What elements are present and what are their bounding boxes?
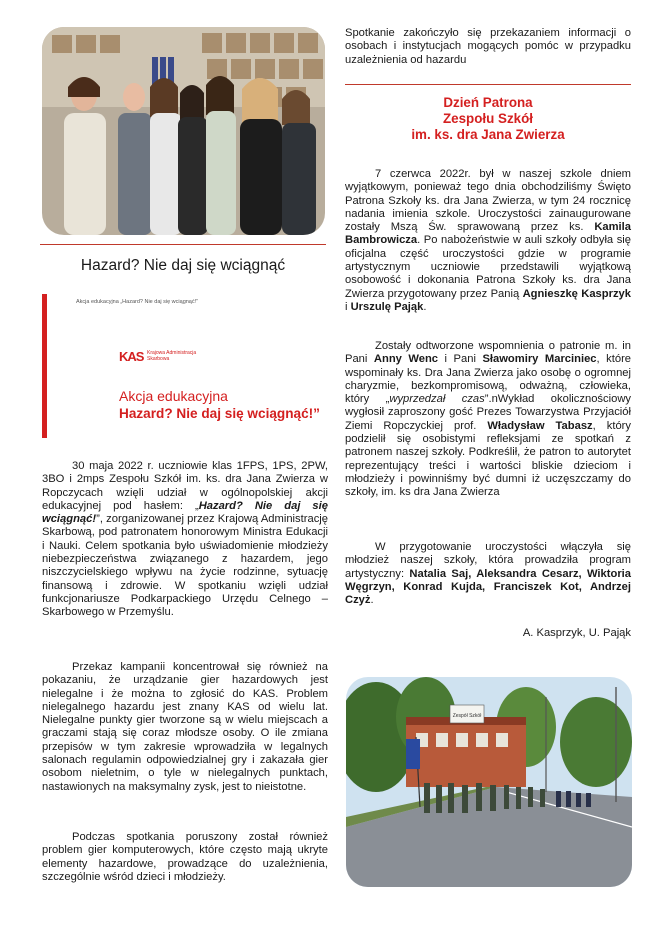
poster-title-line2: Hazard? Nie daj się wciągnąć!” bbox=[119, 406, 320, 421]
hazard-closing-text: Spotkanie zakończyło się przekazaniem informacji o osobach i instytucjach mogących pomóc w przypadku uzależnienia od hazardu bbox=[345, 27, 631, 66]
poster-title-line1: Akcja edukacyjna bbox=[119, 388, 228, 404]
hazard-heading: Hazard? Nie daj się wciągnąć bbox=[80, 257, 286, 274]
campaign-poster bbox=[42, 294, 327, 438]
left-divider bbox=[40, 244, 326, 245]
hazard-paragraph-2: Przekaz kampanii koncentrował się również na pokazaniu, że urządzanie gier hazardowych jest nielegalne i że można to zgłosić do KAS. Problem nielegalnego hazardu jest znany KAS od wielu lat. Nielegalne punkty gier tworzone są w wielu miejscach a graczami stają się coraz młodsze osoby. O ile zmiana przepisów w tym zakresie wprowadziła w legalnych salonach regulamin odpowiedzialnej gry i zakazała gier osobom nieletnim, o tyle w nielegalnych punktach, nastawionych na maksymalny zysk, jest to nieistotne. bbox=[42, 661, 328, 793]
hazard-paragraph-1: 30 maja 2022 r. uczniowie klas 1FPS, 1PS, 2PW, 3BO i 2mps Zespołu Szkół im. ks. dra Jana Zwierza w Ropczycach wzięli udział w ogólnopolskiej akcji edukacyjnej pod hasłem: „Hazard? Nie daj się wciągnąć!”, zorganizowanej przez Krajową Administrację Skarbową, pod patronatem honorowym Ministra Edukacji i Nauki. Celem spotkania było uświadomienie młodzieży niebezpieczeństwa związanego z hazardem, jego niszczycielskiego wpływu na życie rodzinne, sytuację finansową i zdrowie. W spotkaniu wzięli udział funkcjonariusze Podkarpackiego Urzędu Celnego – Skarbowego w Przemyślu. bbox=[42, 460, 328, 619]
hazard-paragraph-3: Podczas spotkania poruszony został również problem gier komputerowych, które często mają ukryte elementy hazardowe, prowadzące do uzależnienia, szczególnie wśród dzieci i młodzieży. bbox=[42, 831, 328, 883]
procession-photo bbox=[346, 677, 632, 887]
poster-org-name bbox=[147, 350, 196, 362]
patron-title-line3: im. ks. dra Jana Zwierza bbox=[411, 127, 565, 142]
poster-caption: Akcja edukacyjna „Hazard? Nie daj się wciągnąć!” bbox=[76, 299, 198, 305]
poster-org-line2: Skarbowa bbox=[147, 356, 170, 362]
right-divider bbox=[345, 84, 631, 85]
patron-paragraph-3: W przygotowanie uroczystości włączyła się młodzież naszej szkoły, która prowadziła program artystyczny: Natalia Saj, Aleksandra Cesarz, Wiktoria Węgrzyn, Konrad Kujda, Franciszek Kot, Andrzej Czyż. bbox=[345, 541, 631, 607]
patron-title-line1: Dzień Patrona bbox=[443, 95, 533, 110]
building-sign-text: Zespół Szkół bbox=[452, 713, 482, 719]
patron-title-line2: Zespołu Szkół bbox=[442, 111, 534, 126]
patron-paragraph-2: Zostały odtworzone wspomnienia o patronie m. in Pani Anny Wenc i Pani Sławomiry Marciniec, które wspominały ks. Dra Jana Zwierza jako osobę o ogromnej charyzmie, bezkompromisową, odważną, człowieka, który „wyprzedzał czas”.nWykład okolicznościowy wygłosił zaproszony gość Prezes Towarzystwa Przyjaciół Ziemi Ropczyckiej prof. Władysław Tabasz, który podzielił się osobistymi refleksjami ze spotkań z patronem naszej szkoły. Podkreślił, że patron to autorytet reprezentujący treści i wartości bliskie dzieciom i młodzieży i powinniśmy być dumni iż uczęszczamy do szkoły, im. ks dra Jana Zwierza bbox=[345, 340, 632, 499]
patron-paragraph-1: 7 czerwca 2022r. był w naszej szkole dniem wyjątkowym, ponieważ tego dnia obchodziliśmy Święto Patrona Szkoły ks. dra Jana Zwierza, w tym 24 rocznicę nadania imienia szkole. Uroczystości zainaugurowane zostały Mszą Św. sprawowaną przez ks. Kamila Bambrowicza. Po nabożeństwie w auli szkoły odbyła się oficjalna część uroczystości gdzie w programie artystycznym uczniowie przedstawili wyjątkową osobowość i dokonania Patrona Szkoły ks. dra Jana Zwierza przygotowany przez Panią Agnieszkę Kasprzyk i Urszulę Pająk. bbox=[345, 168, 631, 313]
kas-logo bbox=[119, 348, 147, 362]
article-signature: A. Kasprzyk, U. Pająk bbox=[522, 627, 631, 639]
group-photo bbox=[42, 27, 325, 235]
kas-logo-text: KAS bbox=[119, 349, 144, 364]
poster-org-line1: Krajowa Administracja bbox=[147, 350, 197, 356]
patron-day-title bbox=[345, 95, 631, 143]
